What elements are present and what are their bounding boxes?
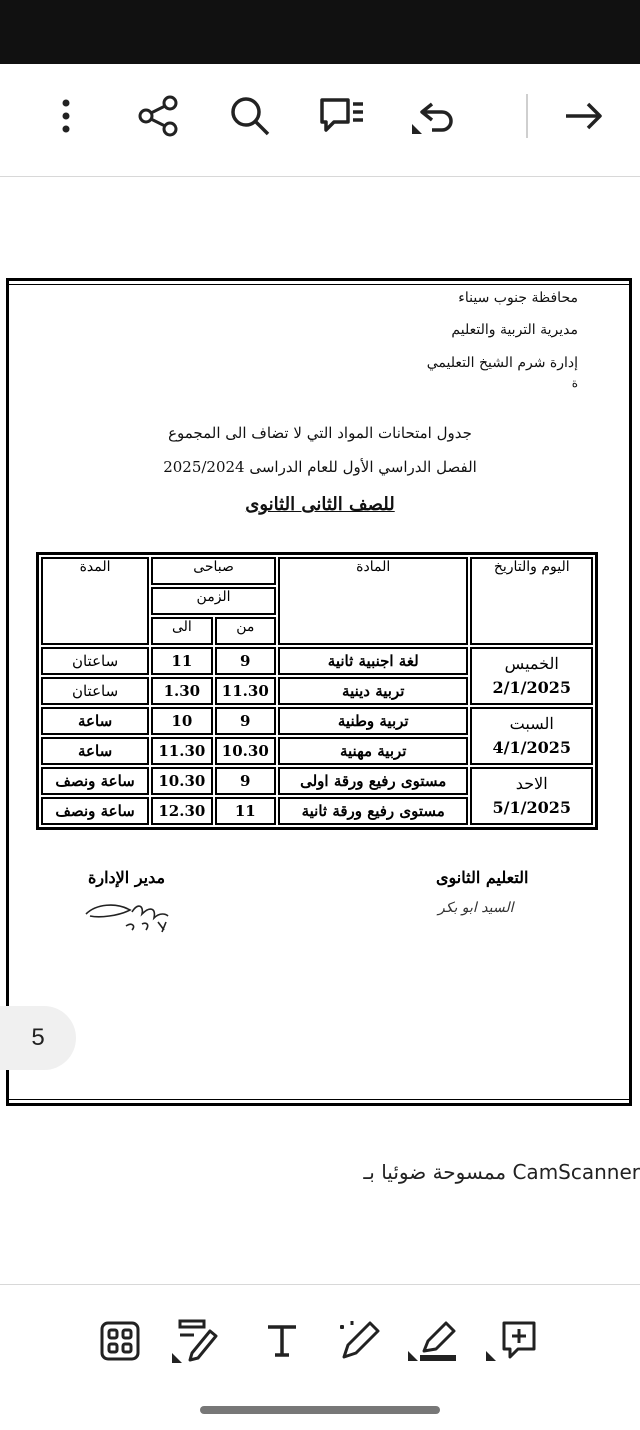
sig-right-name: السيد ابو بكر [438, 900, 514, 916]
duration-cell: ساعة [41, 737, 149, 765]
more-vert-icon[interactable] [34, 84, 98, 148]
day-name: الخميس [504, 654, 559, 673]
toolbar-separator [526, 94, 528, 138]
highlight-icon[interactable] [406, 1313, 462, 1369]
subject-cell: تربية وطنية [278, 707, 468, 735]
schedule-grade: للصف الثانى الثانوى [245, 494, 395, 515]
from-cell: 9 [215, 707, 276, 735]
duration-cell: ساعتان [41, 677, 149, 705]
header-duration: المدة [41, 557, 149, 645]
from-cell: 9 [215, 647, 276, 675]
subject-cell: تربية دينية [278, 677, 468, 705]
exam-date: 5/1/2025 [492, 798, 571, 817]
draw-magic-icon[interactable] [330, 1313, 386, 1369]
add-comment-icon[interactable] [484, 1313, 540, 1369]
schedule-title: جدول امتحانات المواد التي لا تضاف الى المجموع [168, 424, 472, 442]
to-cell: 11.30 [151, 737, 212, 765]
duration-cell: ساعة [41, 707, 149, 735]
day-name: السبت [509, 714, 554, 733]
from-cell: 10.30 [215, 737, 276, 765]
page-number-badge[interactable]: 5 [0, 1006, 76, 1070]
from-cell: 9 [215, 767, 276, 795]
subject-cell: مستوى رفيع ورقة ثانية [278, 797, 468, 825]
camscanner-watermark: ممسوحة ضوئيا بـ CamScanner [363, 1160, 640, 1184]
from-cell: 11 [215, 797, 276, 825]
duration-cell: ساعة ونصف [41, 797, 149, 825]
table-row [41, 767, 593, 795]
header-to: الى [151, 617, 212, 645]
table-row [41, 707, 593, 735]
exam-date: 4/1/2025 [492, 738, 571, 757]
schedule-term: الفصل الدراسي الأول للعام الدراسى 2025/2024 [163, 458, 477, 476]
header-line-2: مديرية التربية والتعليم [451, 322, 578, 338]
table-row [41, 647, 593, 675]
undo-icon[interactable] [404, 84, 468, 148]
duration-cell: ساعة ونصف [41, 767, 149, 795]
to-cell: 12.30 [151, 797, 212, 825]
sign-fill-icon[interactable] [170, 1313, 226, 1369]
comment-list-icon[interactable] [310, 84, 374, 148]
subject-cell: مستوى رفيع ورقة اولى [278, 767, 468, 795]
header-subject: المادة [278, 557, 468, 645]
exam-schedule-table [36, 552, 598, 830]
header-session: صباحى [151, 557, 276, 585]
home-indicator [200, 1406, 440, 1414]
text-tool-icon[interactable] [254, 1313, 310, 1369]
status-bar [0, 0, 640, 64]
sig-left-title: مدير الإدارة [88, 868, 166, 887]
subject-cell: تربية مهنية [278, 737, 468, 765]
forward-arrow-icon[interactable] [552, 84, 616, 148]
day-date-cell [470, 707, 593, 765]
sig-right-title: التعليم الثانوى [436, 868, 529, 887]
search-icon[interactable] [218, 84, 282, 148]
to-cell: 10 [151, 707, 212, 735]
to-cell: 10.30 [151, 767, 212, 795]
duration-cell: ساعتان [41, 647, 149, 675]
header-time: الزمن [151, 587, 276, 615]
share-icon[interactable] [126, 84, 190, 148]
header-line-3: إدارة شرم الشيخ التعليمي [426, 355, 578, 371]
header-day-date: اليوم والتاريخ [470, 557, 593, 645]
to-cell: 1.30 [151, 677, 212, 705]
to-cell: 11 [151, 647, 212, 675]
signature-scribble-left [82, 892, 192, 940]
header-line-4: ة [571, 376, 578, 390]
from-cell: 11.30 [215, 677, 276, 705]
top-toolbar [0, 64, 640, 177]
subject-cell: لغة اجنبية ثانية [278, 647, 468, 675]
day-date-cell [470, 767, 593, 825]
day-name: الاحد [515, 774, 548, 793]
header-line-1: محافظة جنوب سيناء [458, 290, 578, 306]
day-date-cell [470, 647, 593, 705]
exam-date: 2/1/2025 [492, 678, 571, 697]
thumbnails-grid-icon[interactable] [92, 1313, 148, 1369]
header-from: من [215, 617, 276, 645]
